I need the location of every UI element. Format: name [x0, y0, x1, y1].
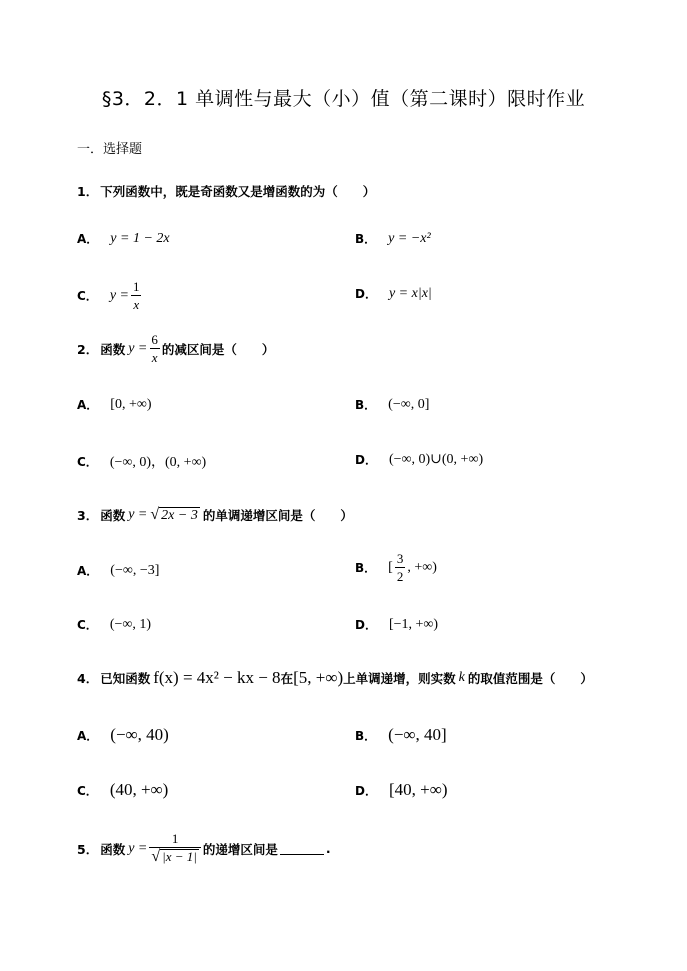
option-expr: (−∞, −3] [110, 562, 160, 578]
radical-sign-icon: √ [151, 848, 161, 865]
fraction-numerator: 3 [396, 551, 404, 566]
q3-option-b[interactable] [355, 552, 437, 583]
option-label: C． [77, 783, 98, 798]
question-number: 2． [77, 341, 99, 357]
fraction-numerator: 1 [171, 831, 179, 846]
option-expr: (−∞, 0)，(0, +∞) [109, 455, 207, 470]
radicand: |x − 1| [162, 849, 197, 864]
question-post: 的减区间是（ ） [161, 341, 275, 357]
option-expr: (−∞, 40) [110, 725, 169, 744]
q2-option-c[interactable] [77, 451, 206, 471]
q2-option-b[interactable] [355, 396, 429, 413]
page-title: §3．2．1 单调性与最大（小）值（第二课时）限时作业 [101, 88, 586, 110]
question-lhs: y = [128, 507, 148, 522]
option-label: D． [355, 453, 377, 467]
option-expr: (−∞, 0)∪(0, +∞) [388, 452, 484, 467]
square-root [150, 507, 199, 524]
question-function: f(x) = 4x² − kx − 8 [153, 668, 281, 687]
option-label: A． [77, 564, 99, 578]
option-pre: [ [388, 559, 393, 575]
radical-sign-icon: √ [150, 505, 160, 523]
option-label: B． [355, 561, 377, 575]
fraction [149, 333, 160, 364]
option-label: B． [355, 728, 377, 743]
q1-option-d[interactable] [355, 285, 432, 302]
question-number: 3． [77, 508, 99, 523]
option-label: B． [355, 398, 377, 412]
fraction-numerator: 6 [151, 332, 158, 347]
option-label: A． [77, 232, 99, 246]
q4-option-c[interactable] [77, 780, 168, 800]
q2-option-a[interactable] [77, 396, 152, 413]
q2-option-d[interactable] [355, 451, 483, 468]
q3-option-c[interactable] [77, 616, 151, 633]
question-pre: 函数 [100, 508, 126, 523]
question-post: 的单调递增区间是（ ） [202, 508, 353, 523]
option-expr: (−∞, 40] [388, 725, 447, 744]
question-number: 4． [77, 671, 99, 686]
question-pre: 函数 [100, 341, 126, 357]
fraction [131, 280, 142, 311]
q1-option-a[interactable] [77, 230, 170, 247]
question-interval: [5, +∞) [293, 668, 344, 687]
question-k: k [458, 670, 465, 685]
fraction-denominator [149, 847, 200, 865]
question-1 [77, 182, 375, 200]
option-label: C． [77, 289, 98, 303]
q4-option-d[interactable] [355, 780, 448, 800]
option-expr: (40, +∞) [109, 780, 169, 799]
option-label: A． [77, 398, 99, 412]
option-label: C． [77, 454, 98, 469]
option-lhs: y = [109, 287, 129, 303]
option-expr: [40, +∞) [388, 780, 448, 799]
question-5 [77, 832, 331, 865]
q3-option-a[interactable] [77, 562, 159, 579]
question-post-2: 的取值范围是（ ） [467, 671, 593, 686]
option-label: D． [355, 783, 377, 798]
q4-option-b[interactable] [355, 725, 447, 745]
q1-option-c[interactable] [77, 280, 143, 311]
question-post-1: 上单调递增，则实数 [343, 671, 456, 686]
option-label: C． [77, 618, 98, 632]
q3-option-d[interactable] [355, 616, 438, 633]
fraction-denominator: x [133, 297, 140, 312]
question-pre: 函数 [100, 841, 126, 857]
option-label: B． [355, 232, 377, 246]
question-lhs: y = [128, 340, 148, 356]
question-3 [77, 506, 353, 524]
question-text: 下列函数中，既是奇函数又是增函数的为（ ） [100, 184, 376, 199]
option-expr: y = x|x| [388, 285, 432, 301]
fraction-numerator: 1 [132, 279, 140, 294]
q4-option-a[interactable] [77, 725, 169, 745]
question-mid: 在 [280, 671, 294, 686]
radicand: 2x − 3 [161, 507, 198, 523]
question-4 [77, 668, 593, 688]
option-post: , +∞) [407, 559, 437, 575]
fraction [149, 832, 200, 865]
option-label: D． [355, 618, 377, 632]
question-end: . [325, 841, 331, 856]
option-label: A． [77, 728, 99, 743]
fraction [395, 552, 406, 583]
option-expr: y = −x² [388, 230, 431, 246]
question-number: 5． [77, 841, 99, 857]
option-expr: y = 1 − 2x [110, 230, 170, 246]
option-expr: (−∞, 0] [388, 396, 430, 412]
question-number: 1． [77, 184, 99, 199]
option-expr: [0, +∞) [110, 396, 152, 412]
option-expr: (−∞, 1) [109, 616, 152, 632]
fraction-denominator: 2 [396, 569, 404, 584]
option-label: D． [355, 287, 377, 301]
square-root [151, 849, 198, 865]
answer-blank[interactable] [280, 842, 324, 855]
question-post: 的递增区间是 [202, 841, 278, 857]
q1-option-b[interactable] [355, 230, 431, 247]
question-pre: 已知函数 [100, 671, 151, 686]
option-expr: [−1, +∞) [388, 616, 439, 632]
question-2 [77, 333, 274, 364]
question-lhs: y = [128, 840, 148, 856]
fraction-denominator: x [151, 350, 158, 365]
section-heading: 一．选择题 [77, 142, 143, 157]
